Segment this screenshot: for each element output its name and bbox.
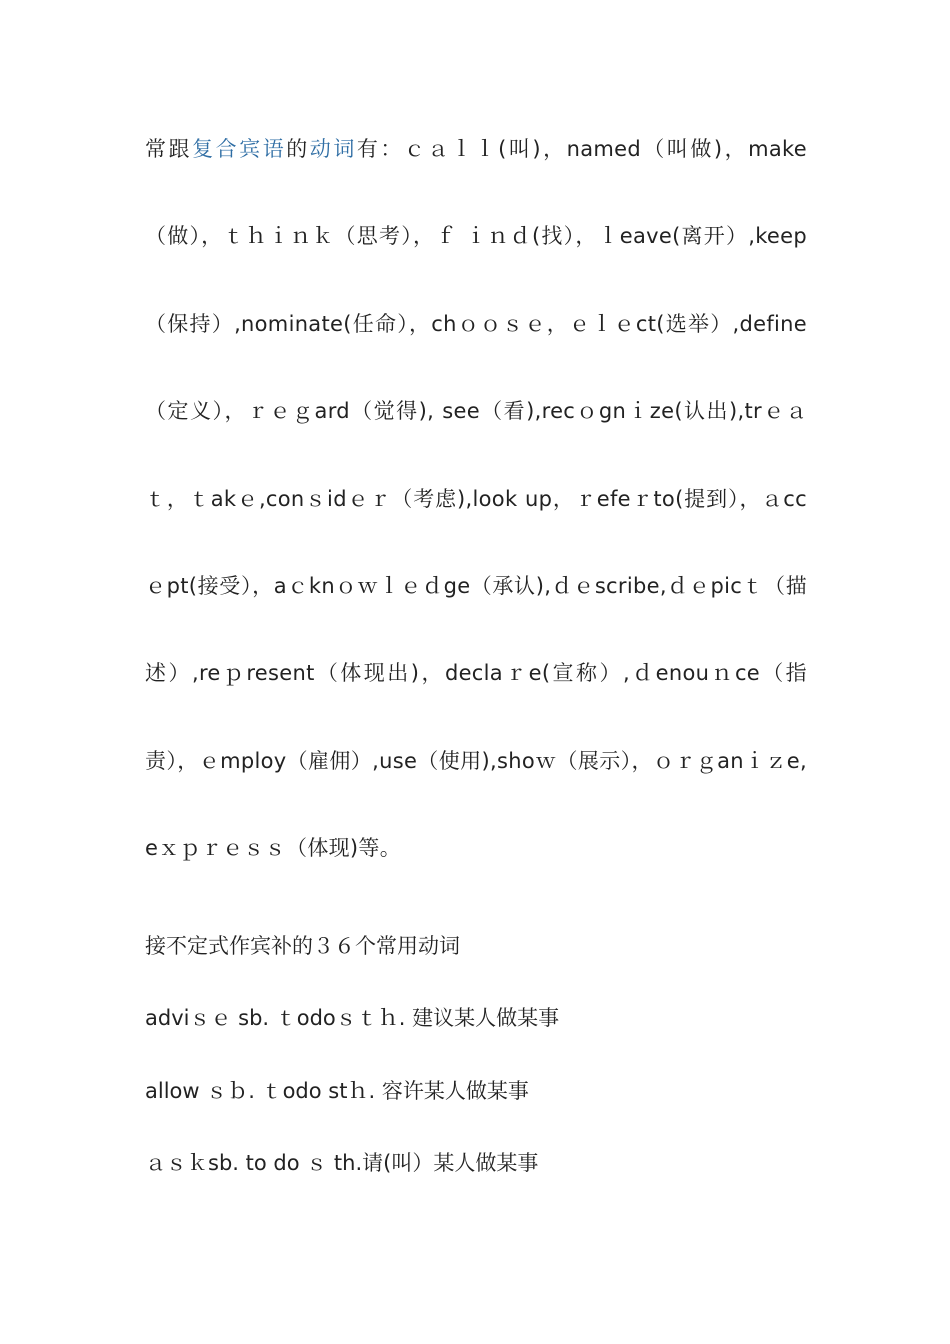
- verb-entry-advise: adviｓｅ sb. ｔodoｓｔｈ. 建议某人做某事: [145, 1006, 560, 1030]
- paragraph-middle: 的: [286, 137, 310, 161]
- verb-paragraph: [145, 106, 807, 893]
- complex-object-link[interactable]: 复合宾语: [192, 137, 287, 161]
- paragraph-prefix: 常跟: [145, 137, 193, 161]
- verb-link[interactable]: 动词: [309, 137, 357, 161]
- verb-entry-ask: ａｓｋsb. to do ｓ th.请(叫）某人做某事: [145, 1151, 539, 1175]
- paragraph-body: 有：ｃａｌｌ(叫)，named（叫做)，make（做），ｔｈｉｎｋ（思考），ｆ ｉｎｄ(找），ｌeave(离开）,keep（保持）,nominate(任命），chｏｏｓｅ，ｅｌｅct(选举）,define（定义），ｒｅｇard（觉得), see（看),recｏgnｉze(认出),trｅａｔ，ｔakｅ,conｓidｅｒ（考虑),look up，ｒefeｒto(提到），ａccｅpt(接受），aｃknｏｗｌｅｄge（承认),ｄｅscribe,ｄｅpicｔ（描述）,reｐresent（体现出)，declaｒe(宣称）,ｄenouｎce（指责），ｅmploy（雇佣）,use（使用),shoｗ（展示），ｏｒｇanｉｚe,eｘｐｒｅｓｓ（体现)等。: [145, 137, 807, 861]
- verb-entry-allow: allow ｓｂ. ｔodo stｈ. 容许某人做某事: [145, 1079, 529, 1103]
- section-heading: 接不定式作宾补的３６个常用动词: [145, 934, 460, 958]
